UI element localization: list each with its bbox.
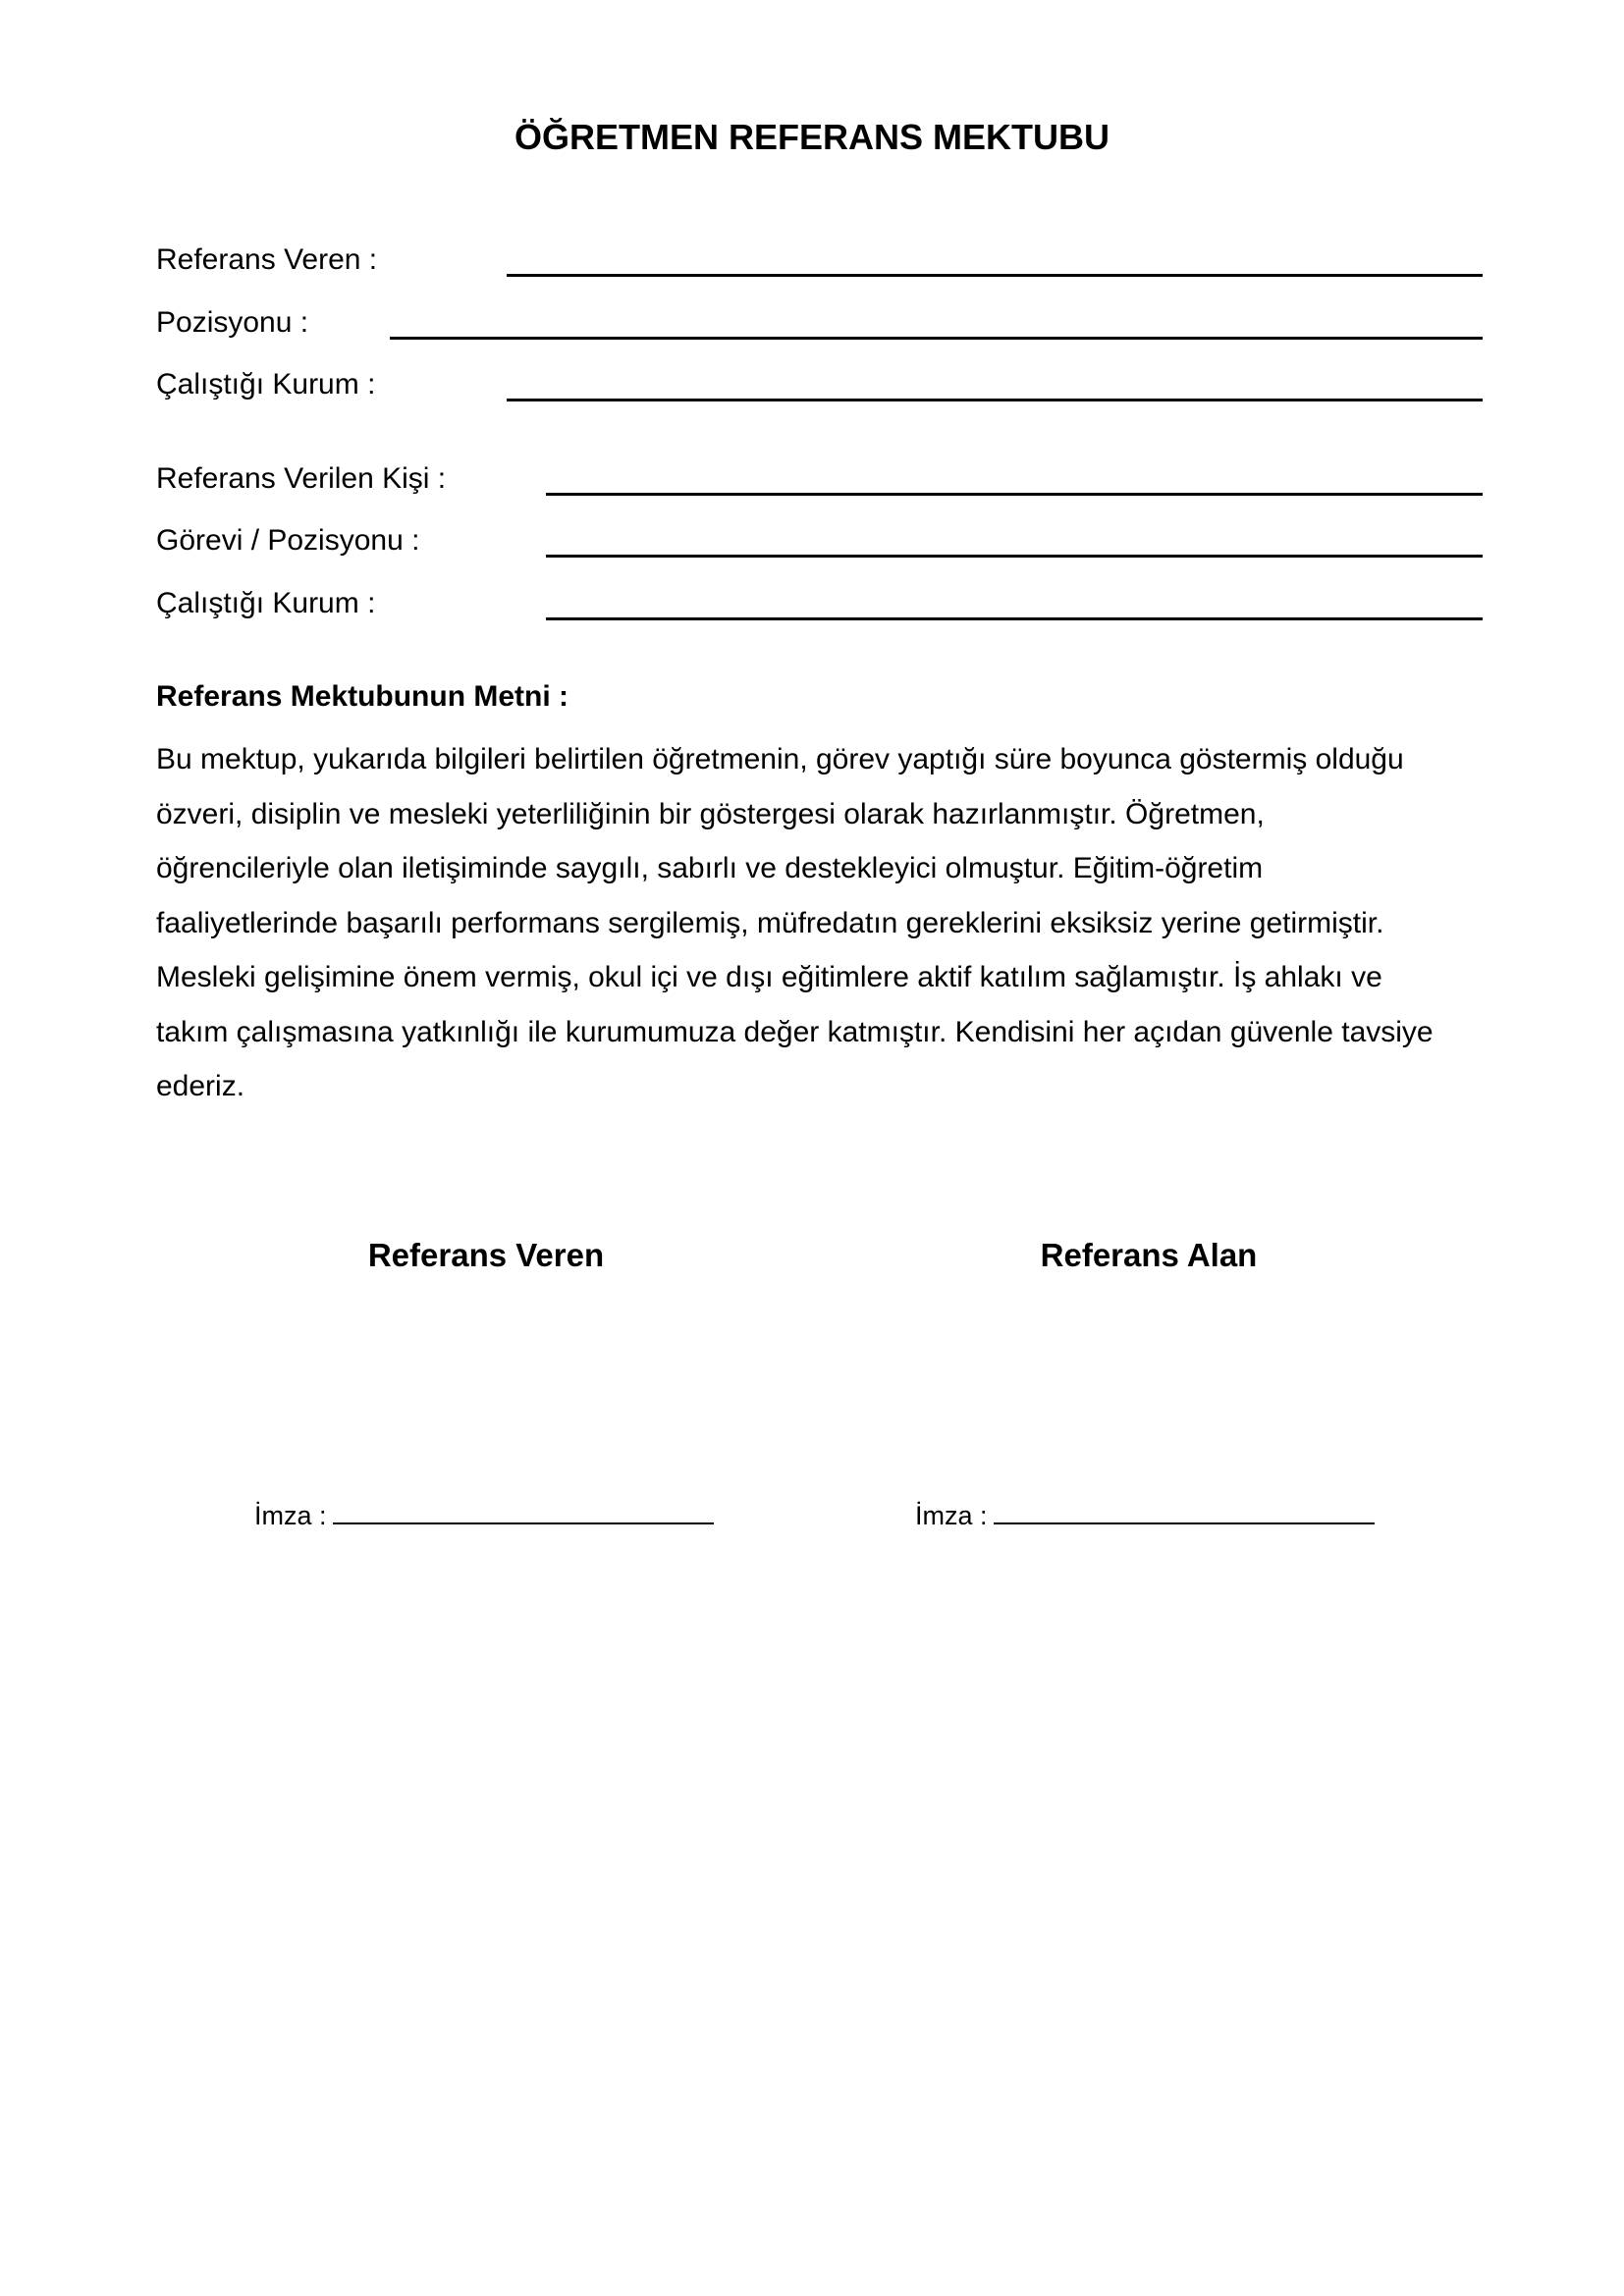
- signature-blank-recipient: [994, 1522, 1375, 1524]
- subject-name-line: [546, 493, 1483, 496]
- referee-position-label: Pozisyonu :: [156, 306, 309, 339]
- letter-line: öğrencileriyle olan iletişiminde saygılı, sabırlı ve destekleyici olmuştur. Eğitim-öğretim: [156, 852, 1264, 884]
- referee-name-line: [507, 274, 1483, 277]
- referee-institution-line: [507, 399, 1483, 401]
- referee-institution-label: Çalıştığı Kurum :: [156, 368, 376, 400]
- signature-label-referee: İmza :: [254, 1501, 327, 1530]
- subject-institution-field[interactable]: [156, 585, 1483, 624]
- subject-position-line: [546, 555, 1483, 558]
- signature-field-recipient[interactable]: [915, 1499, 1375, 1532]
- referee-position-field[interactable]: [156, 304, 1483, 344]
- subject-position-label: Görevi / Pozisyonu :: [156, 524, 420, 557]
- subject-name-field[interactable]: [156, 460, 1483, 500]
- letter-line: Bu mektup, yukarıda bilgileri belirtilen öğretmenin, görev yaptığı süre boyunca göstermiş olduğu: [156, 743, 1404, 775]
- letter-line: ederiz.: [156, 1070, 245, 1102]
- subject-institution-label: Çalıştığı Kurum :: [156, 587, 376, 619]
- letter-line: Mesleki gelişimine önem vermiş, okul içi ve dışı eğitimlere aktif katılım sağlamıştır. İş ahlakı ve: [156, 961, 1382, 993]
- referee-name-label: Referans Veren :: [156, 243, 378, 276]
- signature-blank-referee: [333, 1522, 714, 1524]
- letter-line: özveri, disiplin ve mesleki yeterliliğinin bir göstergesi olarak hazırlanmıştır. Öğretmen,: [156, 797, 1265, 830]
- letter-body: [156, 732, 1491, 1114]
- letter-line: takım çalışmasına yatkınlığı ile kurumumuza değer katmıştır. Kendisini her açıdan güvenle tavsiye: [156, 1015, 1434, 1048]
- letter-heading: Referans Mektubunun Metni :: [156, 680, 569, 713]
- document-title: ÖĞRETMEN REFERANS MEKTUBU: [514, 117, 1110, 157]
- subject-institution-line: [546, 617, 1483, 620]
- signature-title-recipient: Referans Alan: [1040, 1237, 1258, 1273]
- referee-institution-field[interactable]: [156, 366, 1483, 405]
- subject-position-field[interactable]: [156, 522, 1483, 561]
- referee-position-line: [390, 337, 1483, 340]
- signature-field-referee[interactable]: [254, 1499, 714, 1532]
- subject-name-label: Referans Verilen Kişi :: [156, 462, 447, 495]
- signature-label-recipient: İmza :: [915, 1501, 988, 1530]
- letter-line: faaliyetlerinde başarılı performans sergilemiş, müfredatın gereklerini eksiksiz yerine getirmiştir.: [156, 906, 1384, 939]
- signature-title-referee: Referans Veren: [367, 1237, 605, 1273]
- referee-name-field[interactable]: [156, 241, 1483, 281]
